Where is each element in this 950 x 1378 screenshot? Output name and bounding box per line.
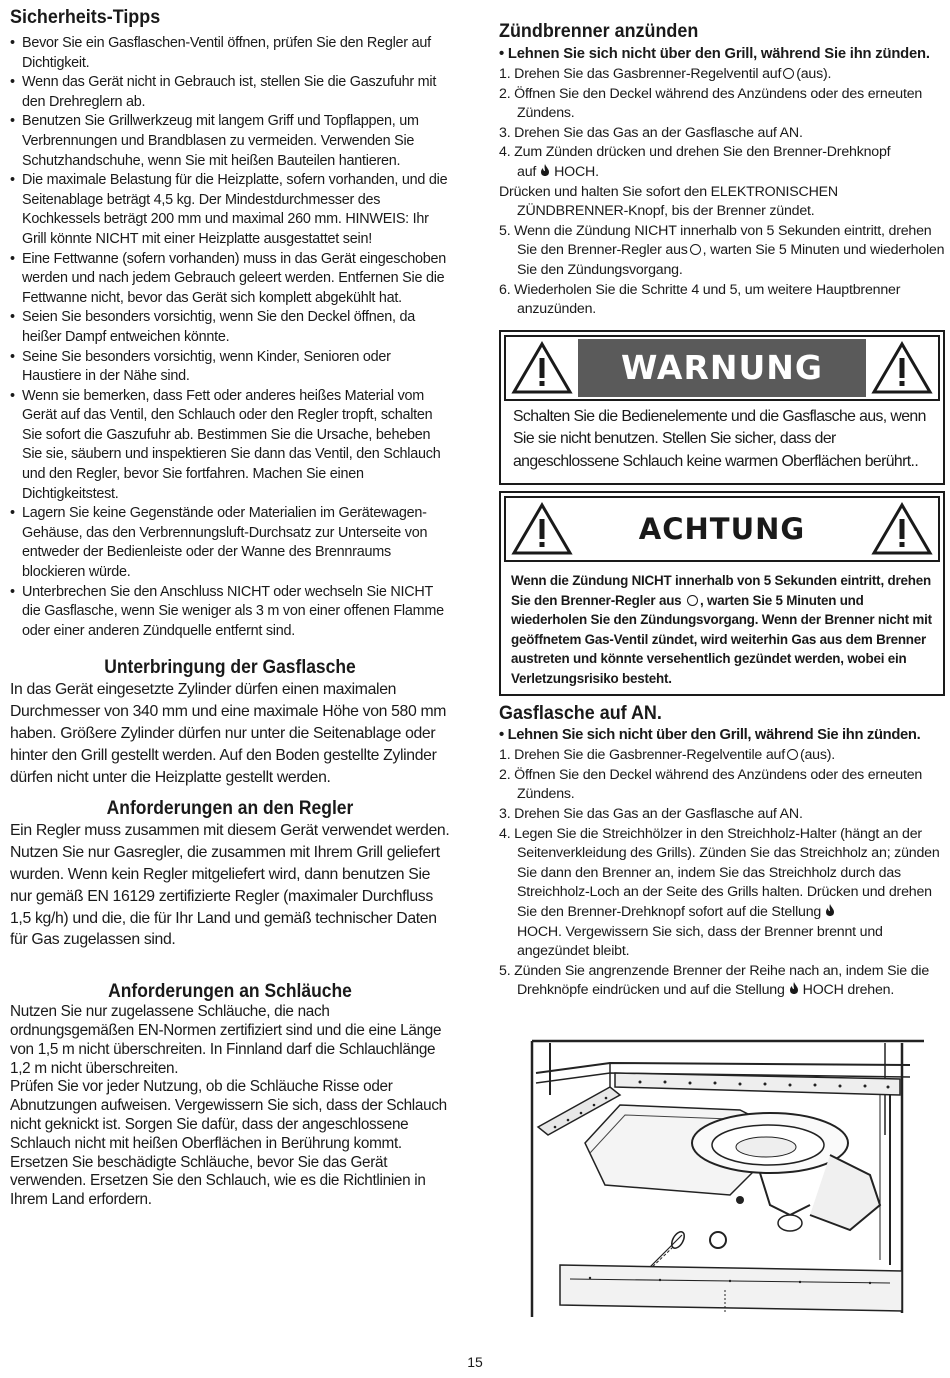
right-column <box>499 20 945 1001</box>
list-item: • Unterbrechen Sie den Anschluss NICHT oder wechseln Sie NICHT die Gasflasche, wenn Sie weniger als 3 m von einer offenen Flamme oder einer anderen Zündquelle entfernt sind. <box>10 583 450 642</box>
regulator-title: Anforderungen an den Regler <box>106 798 354 820</box>
bottle-on-title: Gasflasche auf AN. <box>499 702 662 725</box>
list-item: • Bevor Sie ein Gasflaschen-Ventil öffnen, prüfen Sie den Regler auf Dichtigkeit. <box>10 34 450 73</box>
list-item: • Lagern Sie keine Gegenstände oder Materialien im Gerätewagen-Gehäuse, das den Verbrennungsluft-Durchsatz zur Unterseite von entweder der Bedienleiste oder der Wanne des Brennraums blockieren würde. <box>10 504 450 582</box>
press-note-2: ZÜNDBRENNER-Knopf, bis der Brenner zündet. <box>517 203 815 220</box>
hoses-text-2: Prüfen Sie vor jeder Nutzung, ob die Schläuche Risse oder Abnutzungen aufweisen. Vergewissern Sie sich, dass der Schlauch nicht geknickt ist. Sorgen Sie dafür, dass der angeschlossene Schlauch nicht mit heißen Oberflächen in Berührung kommt. Ersetzen Sie beschädigte Schläuche, bevor Sie das Gerät verwenden. Ersetzen Sie den Schlauch, wie es die Richtlinien in Ihrem Land erfordern. <box>10 1078 447 1209</box>
hoses-title: Anforderungen an Schläuche <box>108 981 352 1003</box>
safety-title: Sicherheits-Tipps <box>10 6 161 28</box>
off-circle-icon <box>787 749 798 760</box>
caution-box <box>499 491 945 696</box>
warning-triangle-icon <box>871 341 933 395</box>
press-note: Drücken und halten Sie sofort den ELEKTRONISCHEN <box>499 183 838 200</box>
grill-lighting-illustration <box>530 1035 926 1317</box>
list-item: 6. Wiederholen Sie die Schritte 4 und 5, um weitere Hauptbrenner anzuzünden. <box>499 281 901 318</box>
caution-text: Wenn die Zündung NICHT innerhalb von 5 Sekunden eintritt, drehen Sie den Brenner-Regler aus , warten Sie 5 Minuten und wiederholen Sie den Zündungsvorgang. Wenn der Brenner nicht mit geöffnetem Gas-Ventil zündet, wird weiterhin Gas aus dem Brenner austreten und könnte versehentlich gezündet werden, wobei ein Verletzungsrisiko besteht. <box>511 573 932 686</box>
ignite-steps <box>499 65 945 183</box>
list-item: • Eine Fettwanne (sofern vorhanden) muss in das Gerät eingeschoben werden und nach jedem Gebrauch geleert werden. Entfernen Sie die Fettwanne nicht, bevor das Gerät sich komplett abgekühlt hat. <box>10 250 450 309</box>
left-column <box>10 6 450 1210</box>
list-item: 4. Legen Sie die Streichhölzer in den Streichholz-Halter (hängt an der Seitenverkleidung des Grills). Zünden Sie das Streichholz an; zünden Sie dann den Brenner an, indem Sie das Streichholz durch das Streichholz-Loch an der Seite des Grills halten. Drücken und drehen Sie den Brenner-Drehknopf sofort auf die Stellung HOCH. Vergewissern Sie sich, dass der Brenner brennt und angezündet bleibt. <box>499 825 940 960</box>
warning-triangle-icon <box>871 502 933 556</box>
ignite-warning-bullet: • Lehnen Sie sich nicht über den Grill, während Sie ihn zünden. <box>499 46 930 62</box>
off-circle-icon <box>687 595 698 606</box>
page-number: 15 <box>467 1354 483 1370</box>
storage-title: Unterbringung der Gasflasche <box>104 657 356 679</box>
list-item: 1. Drehen Sie die Gasbrenner-Regelventile auf (aus). <box>499 747 836 764</box>
warning-triangle-icon <box>511 502 573 556</box>
warning-title: WARNUNG <box>578 339 866 397</box>
list-item: 4. Zum Zünden drücken und drehen Sie den Brenner-Drehknopf auf HOCH. <box>499 144 891 180</box>
list-item: • Wenn das Gerät nicht in Gebrauch ist, stellen Sie die Gaszufuhr mit den Drehreglern ab. <box>10 73 450 112</box>
warning-triangle-icon <box>511 341 573 395</box>
regulator-text: Ein Regler muss zusammen mit diesem Gerät verwendet werden. Nutzen Sie nur Gasregler, die zusammen mit Ihrem Grill geliefert wurden. Wenn kein Regler mitgeliefert wird, dann benutzen Sie nur gemäß EN 16129 zertifizierte Regler (maximaler Durchfluss 1,5 kg/h) und die, die für Ihr Land und gemäß technischer Daten für Gas zugelassen sind. <box>10 822 450 949</box>
ignite-title: Zündbrenner anzünden <box>499 20 699 42</box>
list-item: 3. Drehen Sie das Gas an der Gasflasche auf AN. <box>499 124 803 141</box>
warning-text: Schalten Sie die Bedienelemente und die Gasflasche aus, wenn Sie sie nicht benutzen. Stellen Sie sicher, dass der angeschlossene Schlauch keine warmen Oberflächen berührt.. <box>513 407 926 470</box>
list-item: • Wenn sie bemerken, dass Fett oder anderes heißes Material vom Gerät auf das Ventil, den Schlauch oder den Regler tropft, schalten Sie sofort die Gaszufuhr ab. Bestimmen Sie die Ursache, beheben Sie sie, säubern und inspektieren Sie dann das Ventil, den Schlauch und den Regler, bevor Sie fortfahren. Machen Sie einen Dichtigkeitstest. <box>10 387 450 505</box>
list-item: 2. Öffnen Sie den Deckel während des Anzündens oder des erneuten Zündens. <box>499 766 923 803</box>
list-item: 1. Drehen Sie das Gasbrenner-Regelventil auf (aus). <box>499 66 832 82</box>
flame-icon <box>539 163 551 177</box>
list-item: 3. Drehen Sie das Gas an der Gasflasche auf AN. <box>499 806 803 822</box>
list-item: 5. Wenn die Zündung NICHT innerhalb von 5 Sekunden eintritt, drehen Sie den Brenner-Regler aus , warten Sie 5 Minuten und wiederholen Sie den Zündungsvorgang. <box>499 222 945 278</box>
off-circle-icon <box>690 244 701 255</box>
bottle-on-bullet: • Lehnen Sie sich nicht über den Grill, während Sie ihn zünden. <box>499 727 921 744</box>
flame-icon <box>788 981 800 995</box>
storage-text: In das Gerät eingesetzte Zylinder dürfen einen maximalen Durchmesser von 340 mm und eine maximale Höhe von 580 mm haben. Größere Zylinder dürfen nur unter die Seitenablage oder hinter den Grill gestellt werden. Auf den Boden gestellte Zylinder dürfen nicht unter die Heizplatte gestellt werden. <box>10 681 447 786</box>
list-item: • Seine Sie besonders vorsichtig, wenn Kinder, Senioren oder Haustiere in der Nähe sind. <box>10 348 450 387</box>
list-item: 2. Öffnen Sie den Deckel während des Anzündens oder des erneuten Zündens. <box>499 85 923 122</box>
flame-icon <box>824 903 836 917</box>
warning-box <box>499 330 945 486</box>
off-circle-icon <box>783 68 794 79</box>
list-item: • Seien Sie besonders vorsichtig, wenn Sie den Deckel öffnen, da heißer Dampf entweichen könnte. <box>10 308 450 347</box>
list-item: • Die maximale Belastung für die Heizplatte, sofern vorhanden, und die Seitenablage beträgt 4,5 kg. Der Mindestdurchmesser des Kochkessels beträgt 200 mm und maximal 260 mm. HINWEIS: Ihr Grill könnte NICHT mit einer Heizplatte ausgestattet sein! <box>10 171 450 249</box>
caution-title: ACHTUNG <box>578 498 866 560</box>
bottle-on-steps <box>499 746 945 1001</box>
list-item: 5. Zünden Sie angrenzende Brenner der Reihe nach an, indem Sie die Drehknöpfe eindrücken und auf die Stellung HOCH drehen. <box>499 962 930 999</box>
safety-list <box>10 34 450 641</box>
hoses-text-1: Nutzen Sie nur zugelassene Schläuche, die nach ordnungsgemäßen EN-Normen zertifiziert sind und die eine Länge von 1,5 m nicht überschreiten. In Finnland darf die Schlauchlänge 1,2 m nicht überschreiten. <box>10 1003 442 1077</box>
list-item: • Benutzen Sie Grillwerkzeug mit langem Griff und Topflappen, um Verbrennungen und Brandblasen zu vermeiden. Verwenden Sie Schutzhandschuhe, wenn Sie mit heißen Bauteilen hantieren. <box>10 112 450 171</box>
